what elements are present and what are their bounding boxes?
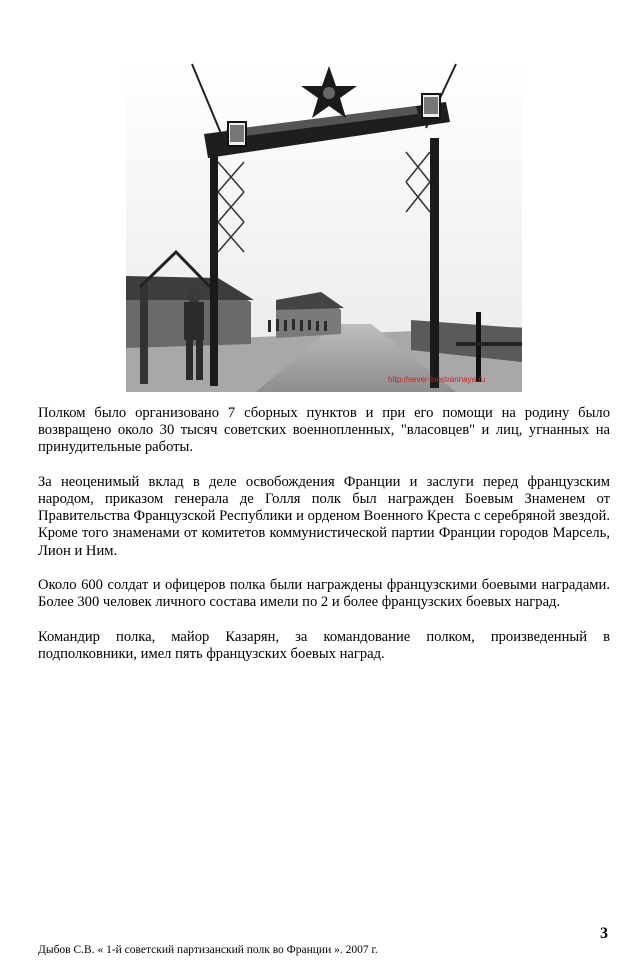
- paragraph-4: Командир полка, майор Казарян, за командование полком, произведенный в подполковники, имел пять французских боевых наград.: [38, 628, 610, 662]
- archival-photo: [126, 62, 522, 392]
- photo-watermark: http://sever-inostrannaya.ru: [388, 375, 486, 384]
- paragraph-2: За неоценимый вклад в деле освобождения Франции и заслуги перед французским народом, приказом генерала де Голля полк был награжден Боевым Знаменем от Правительства Французской Республики и орденом Военного Креста с серебряной звездой. Кроме того знаменами от комитетов коммунистической партии Франции городов Марсель, Лион и Ним.: [38, 473, 610, 559]
- page-number: 3: [600, 925, 608, 942]
- footer-citation: Дыбов С.В. « 1-й советский партизанский полк во Франции ». 2007 г.: [38, 944, 378, 956]
- paragraph-1: Полком было организовано 7 сборных пунктов и при его помощи на родину было возвращено около 30 тысяч советских военнопленных, "власовцев" и лиц, угнанных на принудительные работы.: [38, 405, 610, 456]
- body-text: [38, 405, 610, 680]
- paragraph-3: Около 600 солдат и офицеров полка были награждены французскими боевыми наградами. Более 300 человек личного состава имели по 2 и более французских боевых наград.: [38, 577, 610, 611]
